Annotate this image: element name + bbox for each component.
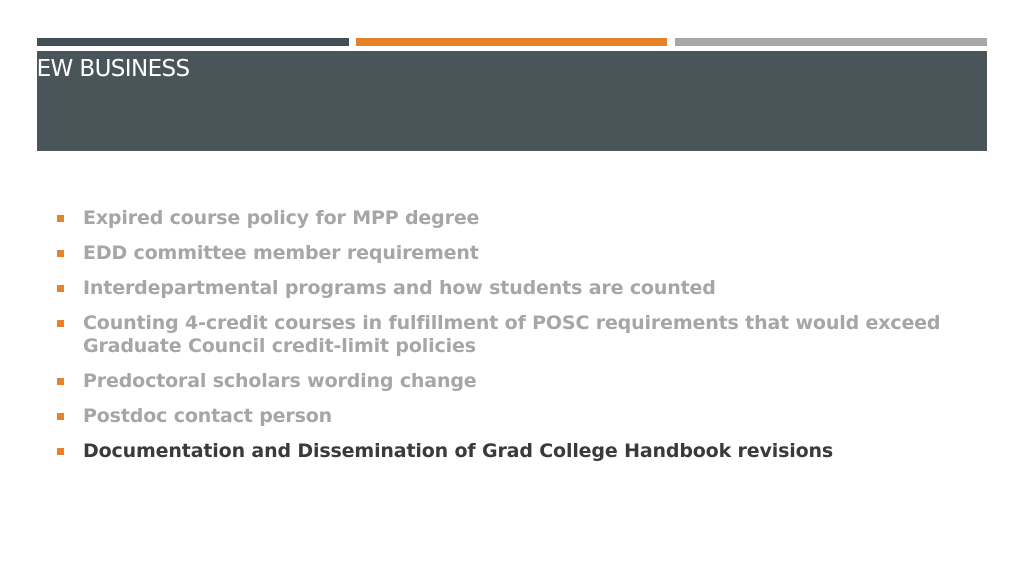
square-bullet-icon — [57, 285, 64, 292]
bullet-text: Postdoc contact person — [83, 405, 333, 427]
decorative-bar-dark — [37, 38, 349, 46]
bullet-list — [57, 207, 957, 475]
bullet-item — [57, 277, 957, 300]
bullet-item — [57, 207, 957, 230]
square-bullet-icon — [57, 413, 64, 420]
square-bullet-icon — [57, 378, 64, 385]
bullet-text: Interdepartmental programs and how students are counted — [83, 277, 716, 299]
bullet-text: Counting 4-credit courses in fulfillment of POSC requirements that would exceed Graduate Council credit-limit policies — [83, 312, 941, 357]
decorative-bar-gray — [675, 38, 987, 46]
square-bullet-icon — [57, 250, 64, 257]
square-bullet-icon — [57, 448, 64, 455]
bullet-item-current — [57, 440, 957, 463]
bullet-text: EDD committee member requirement — [83, 242, 479, 264]
square-bullet-icon — [57, 320, 64, 327]
bullet-item — [57, 370, 957, 393]
bullet-text: Predoctoral scholars wording change — [83, 370, 477, 392]
decorative-bar-orange — [356, 38, 667, 46]
bullet-text: Documentation and Dissemination of Grad College Handbook revisions — [83, 440, 834, 462]
bullet-item — [57, 312, 957, 358]
bullet-item — [57, 242, 957, 265]
square-bullet-icon — [57, 215, 64, 222]
slide-title: NEW BUSINESS — [20, 56, 190, 82]
bullet-text: Expired course policy for MPP degree — [83, 207, 480, 229]
bullet-item — [57, 405, 957, 428]
